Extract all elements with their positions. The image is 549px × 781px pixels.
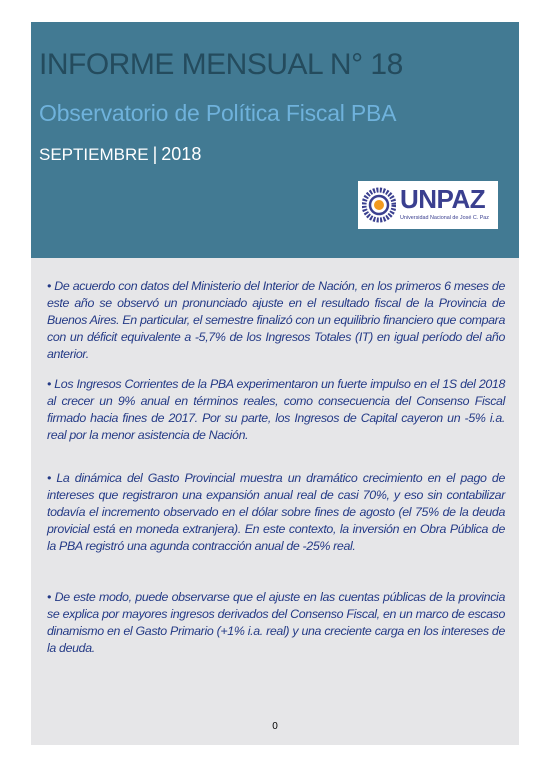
report-subtitle: Observatorio de Política Fiscal PBA — [39, 100, 397, 126]
summary-paragraph: • Los Ingresos Corrientes de la PBA experimentaron un fuerte impulso en el 1S del 2018 al crecer un 9% anual en términos reales, como consecuencia del Consenso Fiscal firmado hacia fines de 2017. Por su parte, los Ingresos de Capital cayeron un -5% i.a. real por la menor asistencia de Nación. — [47, 377, 505, 442]
page-number: 0 — [272, 721, 278, 732]
report-year: 2018 — [161, 144, 202, 164]
summary-paragraph: • De acuerdo con datos del Ministerio del Interior de Nación, en los primeros 6 meses de este año se observó un pronunciado ajuste en el resultado fiscal de la Provincia de Buenos Aires. En particular, el semestre finalizó con un equilibrio financiero que compara con un déficit equivalente a -5,7% de los Ingresos Totales (IT) en igual período del año anterior. — [47, 279, 505, 361]
logo-caption: Universidad Nacional de José C. Paz — [400, 215, 489, 221]
university-seal-icon — [362, 185, 396, 225]
unpaz-logo — [358, 181, 498, 229]
logo-wordmark: UNPAZ — [400, 184, 486, 214]
summary-paragraph: • La dinámica del Gasto Provincial muestra un dramático crecimiento en el pago de intereses que registraron una expansión anual real de casi 70%, y eso sin contabilizar todavía el incremento observado en el dólar sobre fines de agosto (el 75% de la deuda provicial está en moneda extranjera). En este contexto, la inversión en Obra Pública de la PBA registró una agunda contracción anual de -25% real. — [47, 471, 505, 553]
report-date — [39, 144, 201, 165]
summary-paragraph: • De este modo, puede observarse que el ajuste en las cuentas públicas de la provincia se explica por mayores ingresos derivados del Consenso Fiscal, en un marco de escaso dinamismo en el Gasto Primario (+1% i.a. real) y una creciente carga en los intereses de la deuda. — [47, 590, 505, 655]
report-header — [31, 22, 519, 258]
summary-panel — [31, 258, 519, 745]
report-month: SEPTIEMBRE — [39, 145, 149, 164]
report-title: INFORME MENSUAL N° 18 — [39, 48, 403, 81]
date-separator: | — [152, 144, 158, 164]
